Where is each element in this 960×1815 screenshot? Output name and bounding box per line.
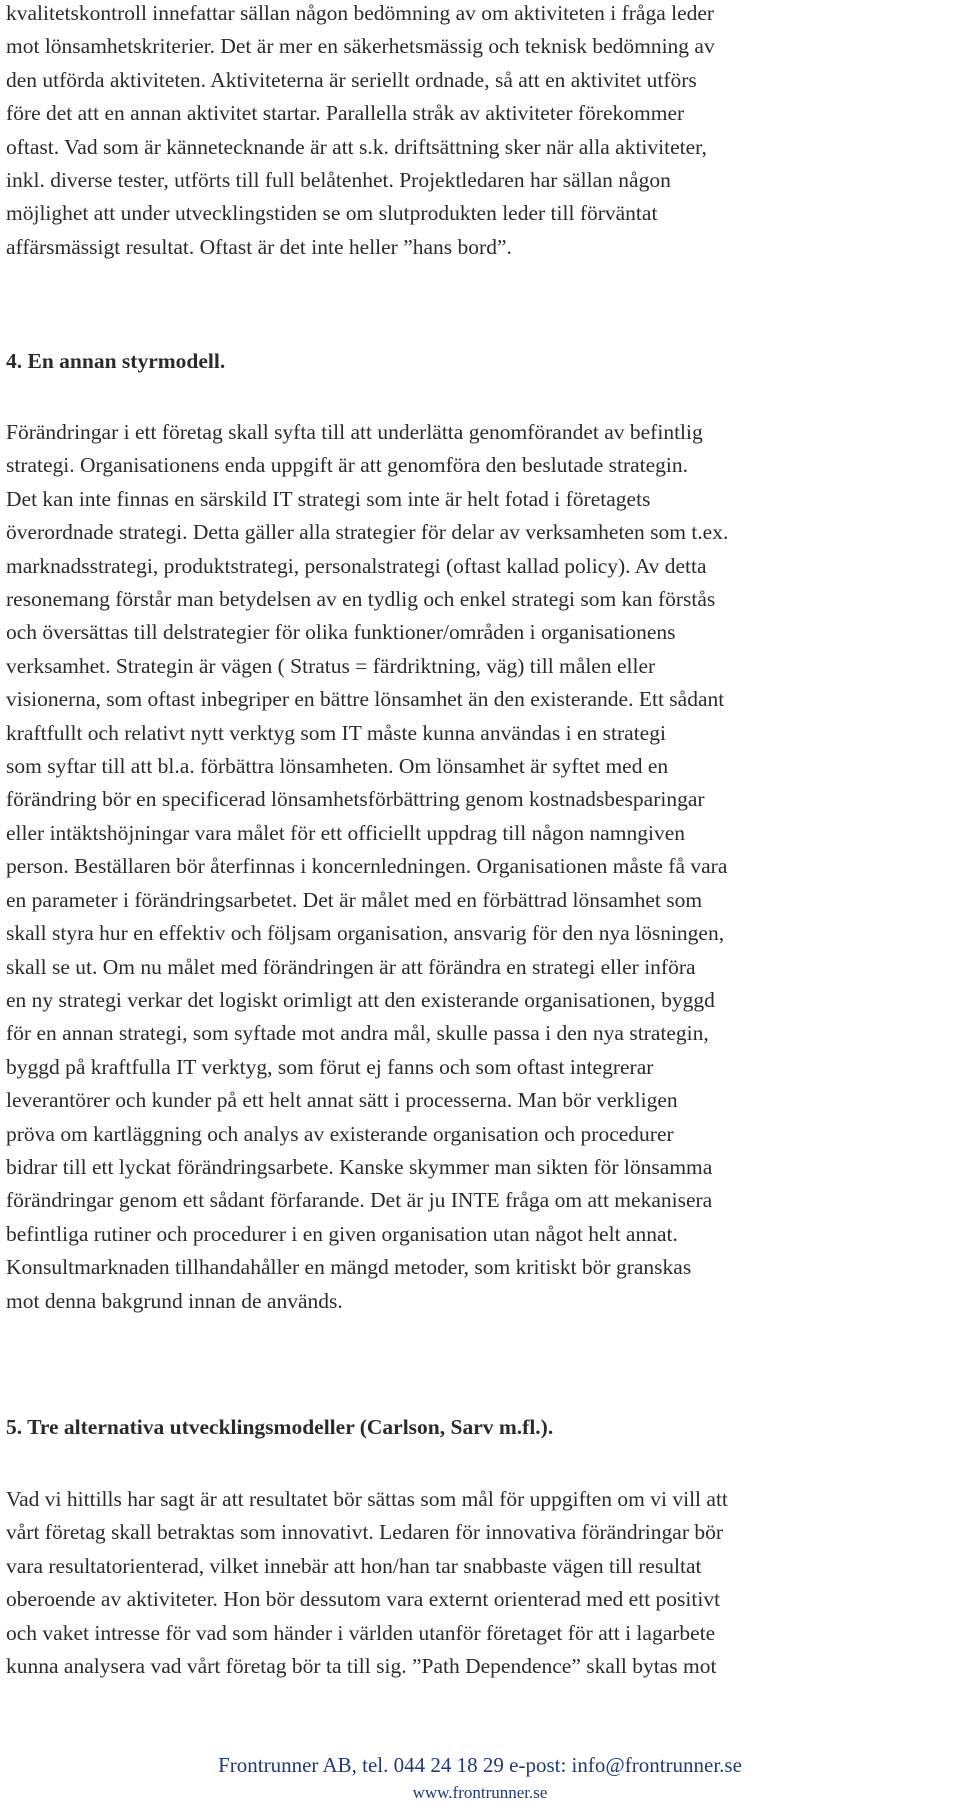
text-line: befintliga rutiner och procedurer i en given organisation utan något helt annat. — [6, 1221, 678, 1246]
section-5-paragraph — [6, 1483, 946, 1683]
text-line: före det att en annan aktivitet startar. Parallella stråk av aktiviteter förekommer — [6, 101, 685, 126]
text-line: vara resultatorienterad, vilket innebär att hon/han tar snabbaste vägen till resultat — [6, 1553, 702, 1578]
text-line: Det kan inte finnas en särskild IT strategi som inte är helt fotad i företagets — [6, 486, 651, 511]
footer-website: www.frontrunner.se — [412, 1783, 548, 1802]
text-line: person. Beställaren bör återfinnas i koncernledningen. Organisationen måste få vara — [6, 854, 728, 879]
text-line: strategi. Organisationens enda uppgift är att genomföra den beslutade strategin. — [6, 453, 689, 478]
footer-contact: Frontrunner AB, tel. 044 24 18 29 e-post: info@frontrunner.se — [218, 1753, 742, 1777]
text-line: förändringar genom ett sådant förfarande. Det är ju INTE fråga om att mekanisera — [6, 1188, 713, 1213]
text-line: och vaket intresse för vad som händer i världen utanför företaget för att i lagarbete — [6, 1620, 716, 1645]
text-line: mot denna bakgrund innan de används. — [6, 1288, 343, 1313]
text-line: inkl. diverse tester, utförts till full belåtenhet. Projektledaren har sällan någon — [6, 168, 671, 193]
text-line: pröva om kartläggning och analys av existerande organisation och procedurer — [6, 1121, 674, 1146]
text-line: marknadsstrategi, produktstrategi, personalstrategi (oftast kallad policy). Av detta — [6, 553, 707, 578]
text-line: en parameter i förändringsarbetet. Det är målet med en förbättrad lönsamhet som — [6, 887, 703, 912]
text-line: leverantörer och kunder på ett helt annat sätt i processerna. Man bör verkligen — [6, 1088, 678, 1113]
text-line: kraftfullt och relativt nytt verktyg som IT måste kunna användas i en strategi — [6, 720, 666, 745]
text-line: Konsultmarknaden tillhandahåller en mängd metoder, som kritiskt bör granskas — [6, 1255, 692, 1280]
text-line: möjlighet att under utvecklingstiden se om slutprodukten leder till förväntat — [6, 201, 658, 226]
text-line: oftast. Vad som är kännetecknande är att s.k. driftsättning sker när alla aktiviteter, — [6, 134, 707, 159]
section-4-heading: 4. En annan styrmodell. — [6, 349, 226, 373]
text-line: byggd på kraftfulla IT verktyg, som förut ej fanns och som oftast integrerar — [6, 1054, 654, 1079]
text-line: Förändringar i ett företag skall syfta till att underlätta genomförandet av befintlig — [6, 420, 703, 444]
text-line: kunna analysera vad vårt företag bör ta till sig. ”Path Dependence” skall bytas mot — [6, 1654, 717, 1679]
text-line: skall styra hur en effektiv och följsam organisation, ansvarig för den nya lösningen, — [6, 921, 725, 946]
intro-paragraph — [6, 0, 946, 264]
text-line: och översättas till delstrategier för olika funktioner/områden i organisationens — [6, 620, 676, 645]
text-line: visionerna, som oftast inbegriper en bättre lönsamhet än den existerande. Ett sådant — [6, 687, 725, 712]
text-line: mot lönsamhetskriterier. Det är mer en säkerhetsmässig och teknisk bedömning av — [6, 34, 715, 59]
text-line: Vad vi hittills har sagt är att resultatet bör sättas som mål för uppgiften om vi vill att — [6, 1487, 728, 1511]
text-line: affärsmässigt resultat. Oftast är det inte heller ”hans bord”. — [6, 234, 512, 259]
text-line: eller intäktshöjningar vara målet för ett officiellt uppdrag till någon namngiven — [6, 820, 686, 845]
text-line: resonemang förstår man betydelsen av en tydlig och enkel strategi som kan förstås — [6, 587, 716, 612]
text-line: skall se ut. Om nu målet med förändringen är att förändra en strategi eller införa — [6, 954, 696, 979]
text-line: förändring bör en specificerad lönsamhetsförbättring genom kostnadsbesparingar — [6, 787, 705, 812]
text-line: verksamhet. Strategin är vägen ( Stratus = färdriktning, väg) till målen eller — [6, 653, 656, 678]
section-5-heading: 5. Tre alternativa utvecklingsmodeller (Carlson, Sarv m.fl.). — [6, 1415, 554, 1439]
text-line: oberoende av aktiviteter. Hon bör dessutom vara externt orienterad med ett positivt — [6, 1587, 721, 1612]
text-line: för en annan strategi, som syftade mot andra mål, skulle passa i den nya strategin, — [6, 1021, 709, 1046]
text-line: en ny strategi verkar det logiskt orimligt att den existerande organisationen, byggd — [6, 987, 715, 1012]
text-line: som syftar till att bl.a. förbättra lönsamheten. Om lönsamhet är syftet med en — [6, 754, 669, 779]
section-4-paragraph — [6, 416, 946, 1318]
text-line: den utförda aktiviteten. Aktiviteterna är seriellt ordnade, så att en aktivitet utförs — [6, 67, 697, 92]
text-line: vårt företag skall betraktas som innovativt. Ledaren för innovativa förändringar bör — [6, 1520, 724, 1545]
text-line: överordnade strategi. Detta gäller alla strategier för delar av verksamheten som t.ex. — [6, 520, 729, 545]
text-line: kvalitetskontroll innefattar sällan någon bedömning av om aktiviteten i fråga leder — [6, 1, 715, 25]
text-line: bidrar till ett lyckat förändringsarbete. Kanske skymmer man sikten för lönsamma — [6, 1154, 713, 1179]
